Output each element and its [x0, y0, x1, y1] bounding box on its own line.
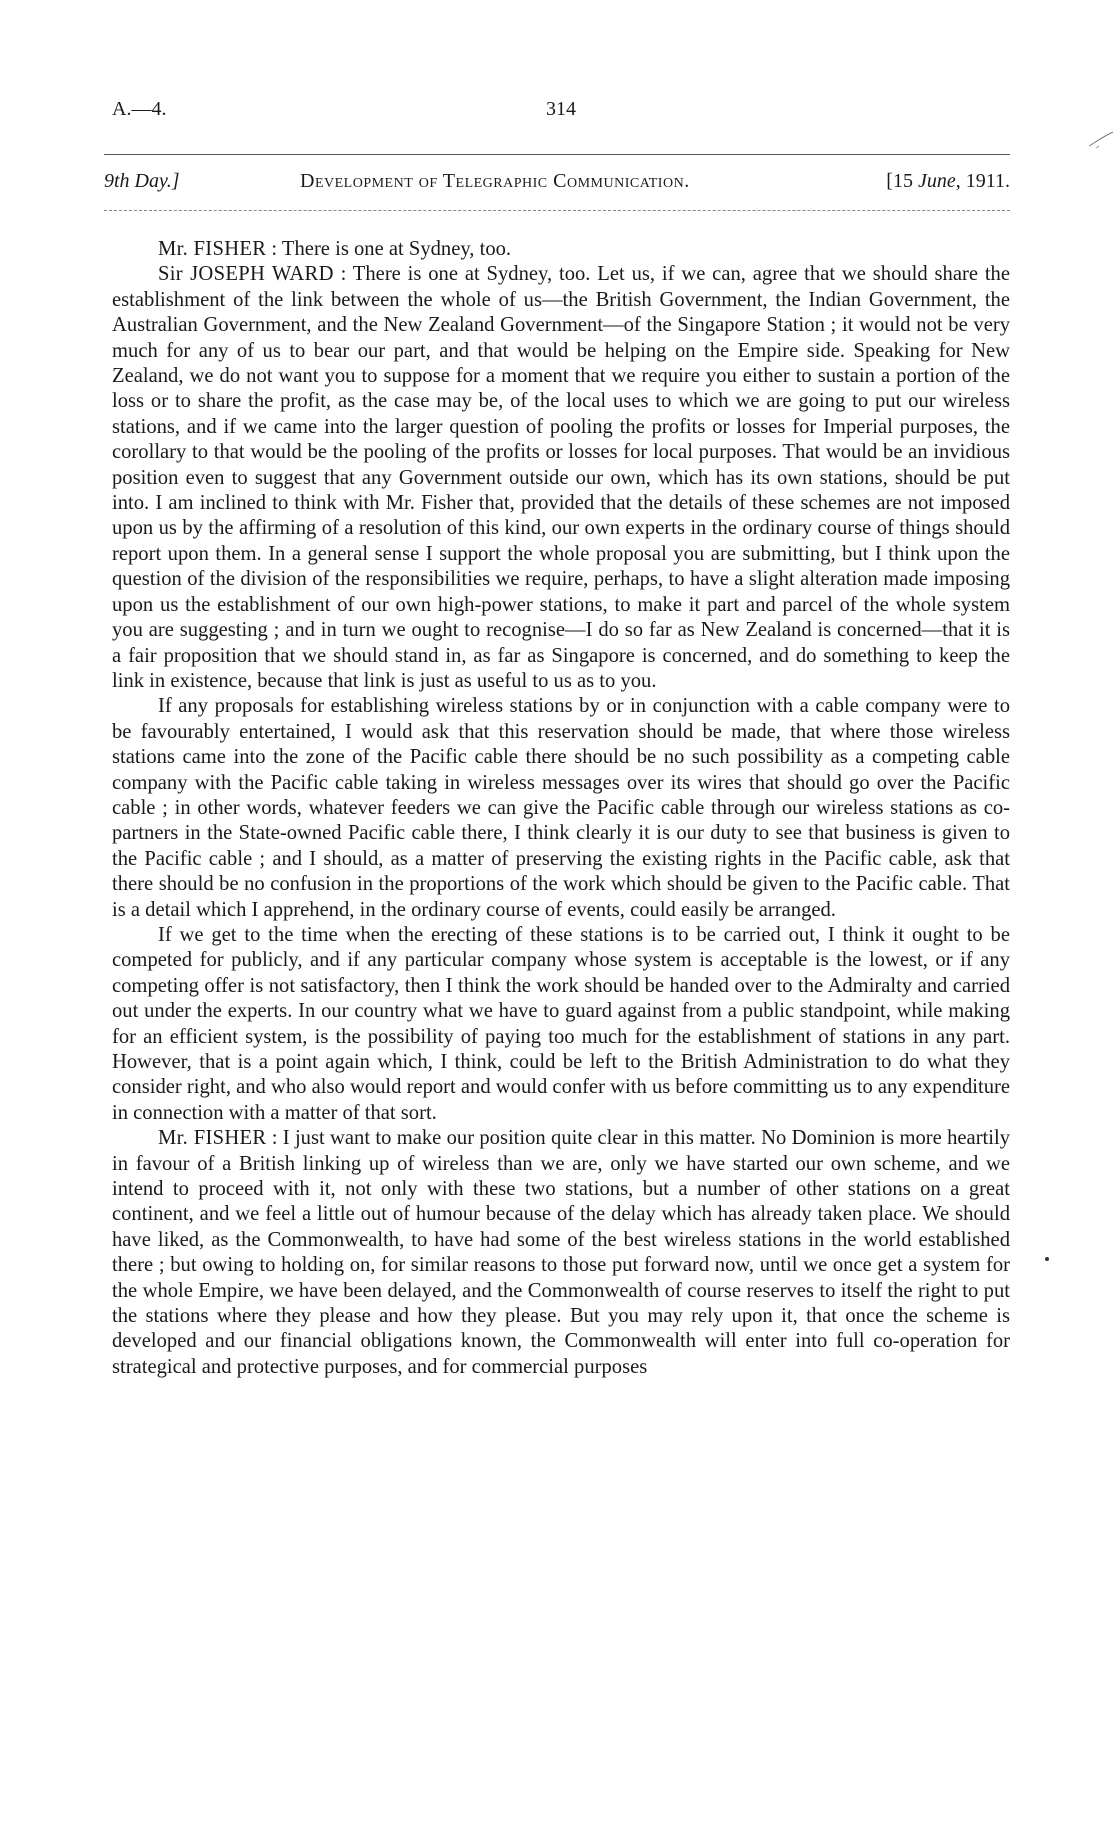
speaker-name: Sir JOSEPH WARD: [158, 263, 334, 286]
paragraph: [112, 1126, 1010, 1380]
date-suffix: , 1911.: [955, 170, 1010, 192]
body-text: [112, 237, 1010, 1380]
header-rule-bottom: [104, 210, 1010, 211]
running-head: [104, 170, 1010, 200]
running-head-title: Development of Telegraphic Communication.: [300, 170, 690, 192]
paragraph-text: : There is one at Sydney, too.: [266, 238, 512, 260]
page-number: 314: [546, 98, 576, 120]
page-header: [112, 98, 1010, 128]
paragraph-text: : There is one at Sydney, too. Let us, if we can, agree that we should share the establishment of the link between the whole of us—the British Government, the Indian Government, the Australian Government, and the New Zealand Government—of the Singapore Station ; it would not be very much for any of us to bear our part, and that would be helping on the Empire side. Speaking for New Zealand, we do not want you to suppose for a moment that we require you either to sustain a portion of the loss or to share the profit, as the case may be, of the local uses to which we are going to put our wireless stations, and if we came into the larger question of pooling the profits or losses for Imperial purposes, the corollary to that would be the pooling of the profits or losses for local purposes. That would be an invidious position even to suggest that any Government outside our own, which has its own stations, should be put into. I am inclined to think with Mr. Fisher that, provided that the details of these schemes are not imposed upon us by the affirming of a resolution of this kind, our own experts in the ordinary course of things should report upon them. In a general sense I support the whole proposal you are submitting, but I think upon the question of the division of the responsibilities we require, perhaps, to have a slight alteration made imposing upon us the establishment of our own high-power stations, to make it part and parcel of the whole system you are suggesting ; and in turn we ought to recognise—I do so far as New Zealand is concerned—that it is a fair proposition that we should stand in, as far as Singapore is concerned, and do something to keep the link in existence, because that link is just as useful to us as to you.: [112, 263, 1010, 692]
pencil-mark-icon: [1088, 128, 1114, 152]
speaker-name: Mr. FISHER: [158, 238, 267, 260]
date-prefix: [15: [886, 170, 918, 192]
header-rule-top: [104, 154, 1010, 155]
paragraph-text: If any proposals for establishing wireless stations by or in conjunction with a cable company were to be favourably entertained, I would ask that this reservation should be made, that where those wireless stations came into the zone of the Pacific cable there should be no such possibility as a competing cable company with the Pacific cable taking in wireless messages over its wires that should go over the Pacific cable ; in other words, whatever feeders we can give the Pacific cable through our wireless stations as co-partners in the State-owned Pacific cable there, I think clearly it is our duty to see that business is given to the Pacific cable ; and I should, as a matter of preserving the existing rights in the Pacific cable, ask that there should be no confusion in the proportions of the work which should be given to the Pacific cable. That is a detail which I apprehend, in the ordinary course of events, could easily be arranged.: [112, 695, 1010, 921]
running-head-day: 9th Day.]: [104, 170, 180, 192]
speaker-name: Mr. FISHER: [158, 1127, 267, 1150]
paragraph-text: If we get to the time when the erecting of these stations is to be carried out, I think it ought to be competed for publicly, and if any particular company whose system is acceptable is the lowest, or if any competing offer is not satisfactory, then I think the work should be handed over to the Admiralty and carried out under the experts. In our country what we have to guard against from a public standpoint, while making for an efficient system, is the possibility of paying too much for the establishment of stations in any part. However, that is a point again which, I think, could be left to the British Administration to do what they consider right, and who also would report and would confer with us before committing us to any expenditure in connection with a matter of that sort.: [112, 923, 1010, 1124]
series-code: A.—4.: [112, 98, 167, 120]
date-month: June: [917, 170, 956, 192]
paragraph: [112, 237, 1010, 262]
paragraph: [112, 262, 1010, 694]
running-head-date: [886, 170, 1010, 193]
paragraph: [112, 694, 1010, 923]
paragraph: [112, 923, 1010, 1126]
paragraph-text: : I just want to make our position quite clear in this matter. No Dominion is more heartily in favour of a British linking up of wireless than we are, only we have started our own scheme, and we intend to proceed with it, not only with these two stations, but a number of other stations on a great continent, and we feel a little out of humour because of the delay which has already taken place. We should have liked, as the Commonwealth, to have had some of the best wireless stations in the world established there ; but owing to holding on, for similar reasons to those put forward now, until we once get a system for the whole Empire, we have been delayed, and the Commonwealth of course reserves to itself the right to put the stations where they please and how they please. But you may rely upon it, that once the scheme is developed and our financial obligations known, the Commonwealth will enter into full co-operation for strategical and protective purposes, and for commercial purposes: [112, 1127, 1011, 1378]
stray-dot-mark: [1045, 1257, 1049, 1261]
